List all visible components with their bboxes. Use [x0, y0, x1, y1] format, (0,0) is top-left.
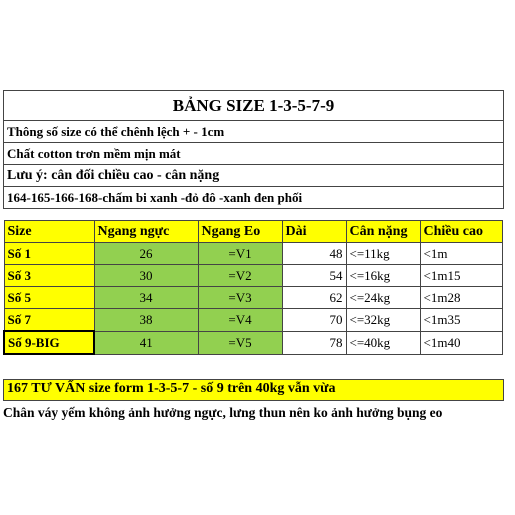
row-length: 54: [282, 265, 346, 287]
row-chest: 38: [94, 309, 198, 332]
row-chest: 26: [94, 243, 198, 265]
header-waist: Ngang Eo: [198, 221, 282, 243]
row-length: 48: [282, 243, 346, 265]
row-weight: <=32kg: [346, 309, 420, 332]
row-chest: 34: [94, 287, 198, 309]
chart-title: BẢNG SIZE 1-3-5-7-9: [4, 91, 504, 121]
row-size: Số 9-BIG: [4, 331, 94, 354]
row-waist: =V1: [198, 243, 282, 265]
table-row: [4, 309, 502, 332]
table-row: [4, 243, 502, 265]
row-waist: =V3: [198, 287, 282, 309]
row-weight: <=24kg: [346, 287, 420, 309]
header-length: Dài: [282, 221, 346, 243]
row-chest: 30: [94, 265, 198, 287]
row-height: <1m15: [420, 265, 502, 287]
row-waist: =V4: [198, 309, 282, 332]
info-table: [3, 90, 504, 209]
size-table: [3, 220, 503, 355]
info-line-colors: 164-165-166-168-chấm bi xanh -đỏ đô -xanh đen phối: [4, 187, 504, 209]
header-chest: Ngang ngực: [94, 221, 198, 243]
row-size: Số 3: [4, 265, 94, 287]
header-height: Chiều cao: [420, 221, 502, 243]
header-weight: Cân nặng: [346, 221, 420, 243]
row-weight: <=16kg: [346, 265, 420, 287]
row-size: Số 5: [4, 287, 94, 309]
table-row: [4, 287, 502, 309]
row-waist: =V2: [198, 265, 282, 287]
row-waist: =V5: [198, 331, 282, 354]
info-line-fabric: Chất cotton trơn mềm mịn mát: [4, 143, 504, 165]
row-weight: <=11kg: [346, 243, 420, 265]
row-chest: 41: [94, 331, 198, 354]
footer-note: Chân váy yếm không ảnh hưởng ngực, lưng thun nên ko ảnh hưởng bụng eo: [3, 405, 443, 420]
row-height: <1m28: [420, 287, 502, 309]
info-line-tolerance: Thông số size có thể chênh lệch + - 1cm: [4, 121, 504, 143]
row-weight: <=40kg: [346, 331, 420, 354]
row-length: 62: [282, 287, 346, 309]
size-table-header: [4, 221, 502, 243]
row-height: <1m: [420, 243, 502, 265]
table-row: [4, 265, 502, 287]
info-line-note: Lưu ý: cân đối chiều cao - cân nặng: [4, 165, 504, 187]
advice-banner: 167 TƯ VẤN size form 1-3-5-7 - số 9 trên 40kg vẫn vừa: [3, 379, 504, 401]
row-length: 78: [282, 331, 346, 354]
row-length: 70: [282, 309, 346, 332]
row-size: Số 1: [4, 243, 94, 265]
header-size: Size: [4, 221, 94, 243]
table-row: [4, 331, 502, 354]
row-height: <1m35: [420, 309, 502, 332]
row-height: <1m40: [420, 331, 502, 354]
row-size: Số 7: [4, 309, 94, 332]
